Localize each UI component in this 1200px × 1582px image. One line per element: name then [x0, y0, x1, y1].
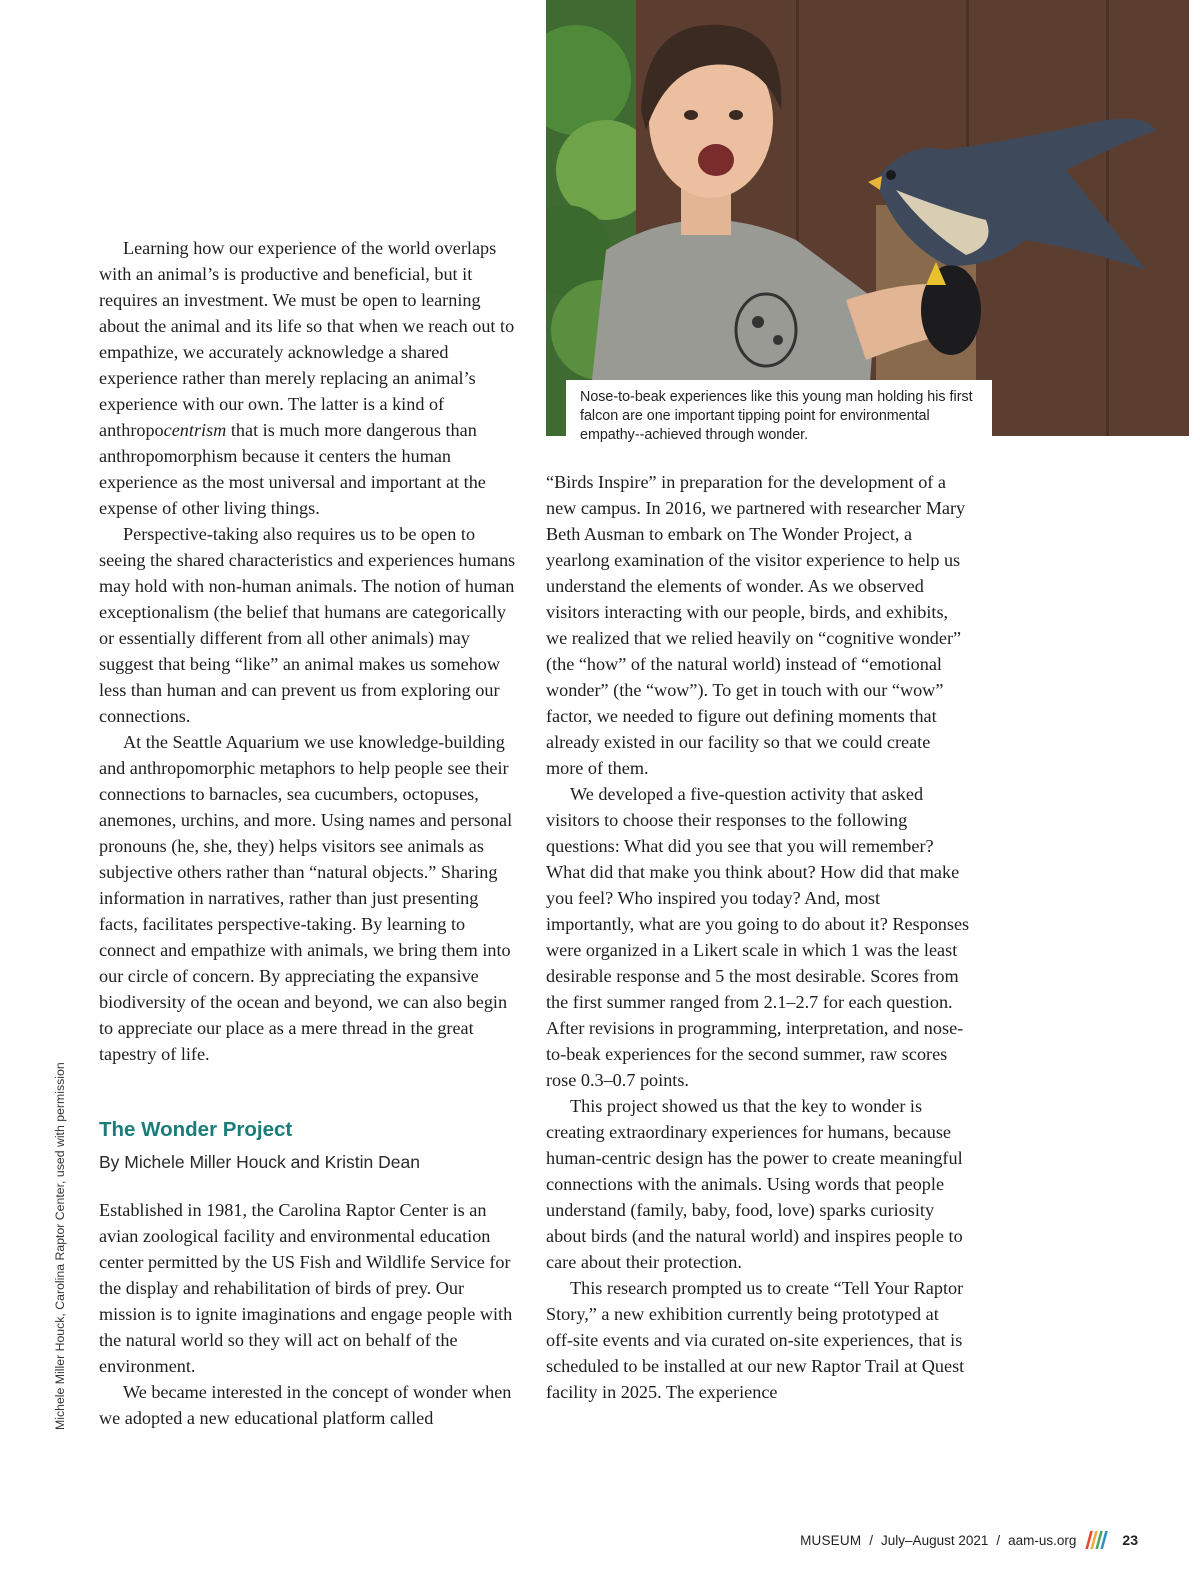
falcon-photo	[546, 0, 1189, 436]
falcon-photo-illustration	[546, 0, 1189, 436]
paragraph-text: Learning how our experience of the world overlaps with an animal’s is productive and beneficial, but it requires an investment. We must be open to learning about the animal and its life so that when we reach out to empathize, we accurately acknowledge a shared experience rather than merely replacing an animal’s experience with our own. The latter is a kind of anthropo	[99, 238, 515, 440]
footer-separator: /	[996, 1532, 1001, 1548]
page-number: 23	[1122, 1532, 1138, 1548]
aam-logo-icon	[1084, 1528, 1108, 1552]
paragraph: “Birds Inspire” in preparation for the development of a new campus. In 2016, we partnered with researcher Mary Beth Ausman to embark on The Wonder Project, a yearlong examination of the visitor experience to help us understand the elements of wonder. As we observed visitors interacting with our people, birds, and exhibits, we realized that we relied heavily on “cognitive wonder” (the “how” of the natural world) instead of “emotional wonder” (the “wow”). To get in touch with our “wow” factor, we needed to figure out defining moments that already existed in our facility so that we could create more of them.	[546, 472, 966, 778]
photo-credit: Michele Miller Houck, Carolina Raptor Center, used with permission	[53, 1062, 67, 1430]
photo-caption-text: Nose-to-beak experiences like this young man holding his first falcon are one important tipping point for environmental empathy--achieved through wonder.	[580, 389, 973, 443]
right-column	[546, 469, 970, 1405]
byline: By Michele Miller Houck and Kristin Dean	[99, 1152, 420, 1172]
page-footer	[800, 1528, 1138, 1552]
footer-separator: /	[869, 1532, 874, 1548]
paragraph: This project showed us that the key to wonder is creating extraordinary experiences for humans, because human-centric design has the power to create meaningful connections with the animals. Using words that people understand (family, baby, food, love) sparks curiosity about birds (and the natural world) and inspires people to care about their protection.	[546, 1096, 963, 1272]
photo-caption	[566, 380, 992, 443]
left-column-bottom	[99, 1197, 521, 1431]
left-column-top	[99, 235, 521, 1067]
footer-website: aam-us.org	[1008, 1532, 1077, 1548]
paragraph: At the Seattle Aquarium we use knowledge-building and anthropomorphic metaphors to help people see their connections to barnacles, sea cucumbers, octopuses, anemones, urchins, and more. Using names and personal pronouns (he, she, they) helps visitors see animals as subjective others rather than “natural objects.” Sharing information in narratives, rather than just presenting facts, facilitates perspective-taking. By learning to connect and empathize with animals, we bring them into our circle of concern. By appreciating the expansive biodiversity of the ocean and beyond, we can also begin to appreciate our place as a mere thread in the great tapestry of life.	[99, 732, 513, 1064]
open-mouth	[698, 144, 734, 176]
paragraph: We developed a five-question activity that asked visitors to choose their responses to the following questions: What did you see that you will remember? What did that make you think about? How did that make you feel? Who inspired you today? And, most importantly, what are you going to do about it? Responses were organized in a Likert scale in which 1 was the least desirable response and 5 the most desirable. Scores from the first summer ranged from 2.1–2.7 for each question. After revisions in programming, interpretation, and nose-to-beak experiences for the second summer, raw scores rose 0.3–0.7 points.	[546, 784, 970, 1090]
footer-publication: MUSEUM	[800, 1532, 862, 1548]
section-title: The Wonder Project	[99, 1118, 293, 1141]
paragraph: Perspective-taking also requires us to be open to seeing the shared characteristics and experiences humans may hold with non-human animals. The notion of human exceptionalism (the belief that humans are categorically or essentially different from all other animals) may suggest that being “like” an animal makes us somehow less than human and can prevent us from exploring our connections.	[99, 524, 516, 726]
paragraph: This research prompted us to create “Tell Your Raptor Story,” a new exhibition currently being prototyped at off-site events and via curated on-site experiences, that is scheduled to be installed at our new Raptor Trail at Quest facility in 2025. The experience	[546, 1278, 965, 1402]
paragraph: We became interested in the concept of wonder when we adopted a new educational platform called	[99, 1382, 512, 1428]
paragraph: Established in 1981, the Carolina Raptor Center is an avian zoological facility and environmental education center permitted by the US Fish and Wildlife Service for the display and rehabilitation of birds of prey. Our mission is to ignite imaginations and engage people with the natural world so they will act on behalf of the environment.	[99, 1200, 513, 1376]
footer-issue: July–August 2021	[881, 1532, 989, 1548]
paragraph-text: that is much more dangerous than anthropomorphism because it centers the human experience as the most universal and important at the expense of other living things.	[99, 420, 486, 518]
italic-text: centrism	[163, 420, 227, 440]
paragraph	[99, 235, 521, 521]
